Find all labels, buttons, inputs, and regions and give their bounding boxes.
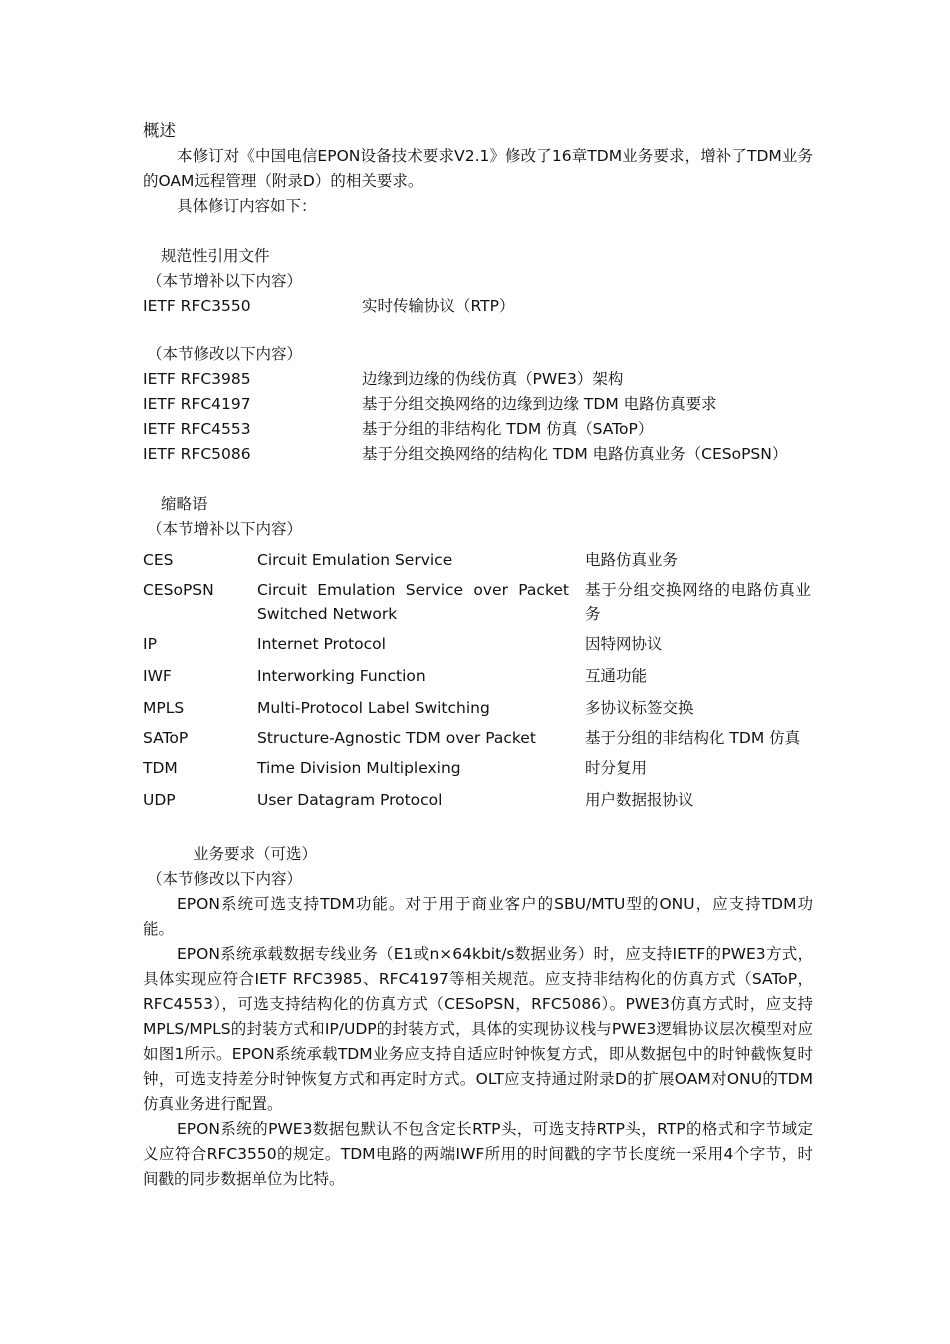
abbreviation-english: User Datagram Protocol <box>257 791 443 809</box>
abbreviation-english: Circuit Emulation Service <box>257 551 453 569</box>
abbreviation-chinese: 时分复用 <box>585 759 648 777</box>
abbreviation-english: Internet Protocol <box>257 635 386 653</box>
reference-title: 实时传输协议（RTP） <box>362 297 515 315</box>
reference-row <box>143 294 813 319</box>
overview-heading: 概述 <box>143 121 176 140</box>
abbreviation-row <box>143 578 813 626</box>
normative-added-note: （本节增补以下内容） <box>147 272 303 290</box>
reference-id: IETF RFC4553 <box>143 420 251 438</box>
reference-id: IETF RFC4197 <box>143 395 251 413</box>
abbreviation-chinese: 基于分组的非结构化 TDM 仿真 <box>585 729 801 747</box>
abbreviation-row <box>143 726 813 750</box>
abbreviation-chinese: 基于分组交换网络的电路仿真业务 <box>585 581 811 623</box>
service-paragraph-2: EPON系统承载数据专线业务（E1或n×64kbit/s数据业务）时，应支持IETF的PWE3方式，具体实现应符合IETF RFC3985、RFC4197等相关规范。应支持非结构化的仿真方式（SAToP，RFC4553），可选支持结构化的仿真方式（CESoPSN，RFC5086）。PWE3仿真方式时，应支持MPLS/MPLS的封装方式和IP/UDP的封装方式，具体的实现协议栈与PWE3逻辑协议层次模型对应如图1所示。EPON系统承载TDM业务应支持自适应时钟恢复方式，即从数据包中的时钟截恢复时钟，可选支持差分时钟恢复方式和再定时方式。OLT应支持通过附录D的扩展OAM对ONU的TDM仿真业务进行配置。 <box>143 945 813 1113</box>
abbreviation-english: Multi-Protocol Label Switching <box>257 699 490 717</box>
abbreviations-note: （本节增补以下内容） <box>147 520 303 538</box>
reference-title: 边缘到边缘的伪线仿真（PWE3）架构 <box>362 370 624 388</box>
overview-details-paragraph: 具体修订内容如下： <box>177 197 317 215</box>
abbreviations-table <box>143 548 813 812</box>
reference-title: 基于分组交换网络的边缘到边缘 TDM 电路仿真要求 <box>362 395 717 413</box>
reference-title: 基于分组交换网络的结构化 TDM 电路仿真业务（CESoPSN） <box>362 445 788 463</box>
reference-row <box>143 367 813 392</box>
abbreviation-term: IP <box>143 635 157 653</box>
normative-modified-note: （本节修改以下内容） <box>147 345 303 363</box>
normative-heading: 规范性引用文件 <box>161 247 270 265</box>
reference-row <box>143 392 813 417</box>
abbreviation-term: TDM <box>143 759 178 777</box>
abbreviation-english: Circuit Emulation Service over Packet Switched Network <box>257 581 569 623</box>
abbreviations-heading: 缩略语 <box>161 495 208 513</box>
abbreviation-row <box>143 696 813 720</box>
service-paragraph-1: EPON系统可选支持TDM功能。对于用于商业客户的SBU/MTU型的ONU，应支持TDM功能。 <box>143 895 813 938</box>
service-paragraph-3: EPON系统的PWE3数据包默认不包含定长RTP头，可选支持RTP头，RTP的格式和字节域定义应符合RFC3550的规定。TDM电路的两端IWF所用的时间戳的字节长度统一采用4个字节，时间戳的同步数据单位为比特。 <box>143 1120 813 1188</box>
service-note: （本节修改以下内容） <box>147 870 303 888</box>
reference-id: IETF RFC5086 <box>143 445 251 463</box>
abbreviation-row <box>143 664 813 688</box>
abbreviation-term: CES <box>143 551 174 569</box>
abbreviation-row <box>143 788 813 812</box>
abbreviation-row <box>143 632 813 656</box>
abbreviation-english: Time Division Multiplexing <box>257 759 461 777</box>
document-page <box>143 118 813 1192</box>
abbreviation-row <box>143 756 813 780</box>
abbreviation-chinese: 用户数据报协议 <box>585 791 694 809</box>
reference-title: 基于分组的非结构化 TDM 仿真（SAToP） <box>362 420 654 438</box>
reference-id: IETF RFC3985 <box>143 370 251 388</box>
reference-id: IETF RFC3550 <box>143 297 251 315</box>
abbreviation-chinese: 电路仿真业务 <box>585 551 679 569</box>
abbreviation-chinese: 因特网协议 <box>585 635 663 653</box>
reference-row <box>143 417 813 442</box>
abbreviation-row <box>143 548 813 572</box>
abbreviation-english: Interworking Function <box>257 667 426 685</box>
overview-intro-paragraph: 本修订对《中国电信EPON设备技术要求V2.1》修改了16章TDM业务要求，增补了TDM业务的OAM远程管理（附录D）的相关要求。 <box>143 147 813 190</box>
abbreviation-term: CESoPSN <box>143 581 214 599</box>
reference-row <box>143 442 813 467</box>
abbreviation-term: MPLS <box>143 699 185 717</box>
abbreviation-term: UDP <box>143 791 176 809</box>
abbreviation-chinese: 多协议标签交换 <box>585 699 694 717</box>
abbreviation-chinese: 互通功能 <box>585 667 648 685</box>
abbreviation-term: IWF <box>143 667 172 685</box>
service-heading: 业务要求（可选） <box>193 845 318 863</box>
abbreviation-term: SAToP <box>143 729 189 747</box>
abbreviation-english: Structure-Agnostic TDM over Packet <box>257 729 536 747</box>
